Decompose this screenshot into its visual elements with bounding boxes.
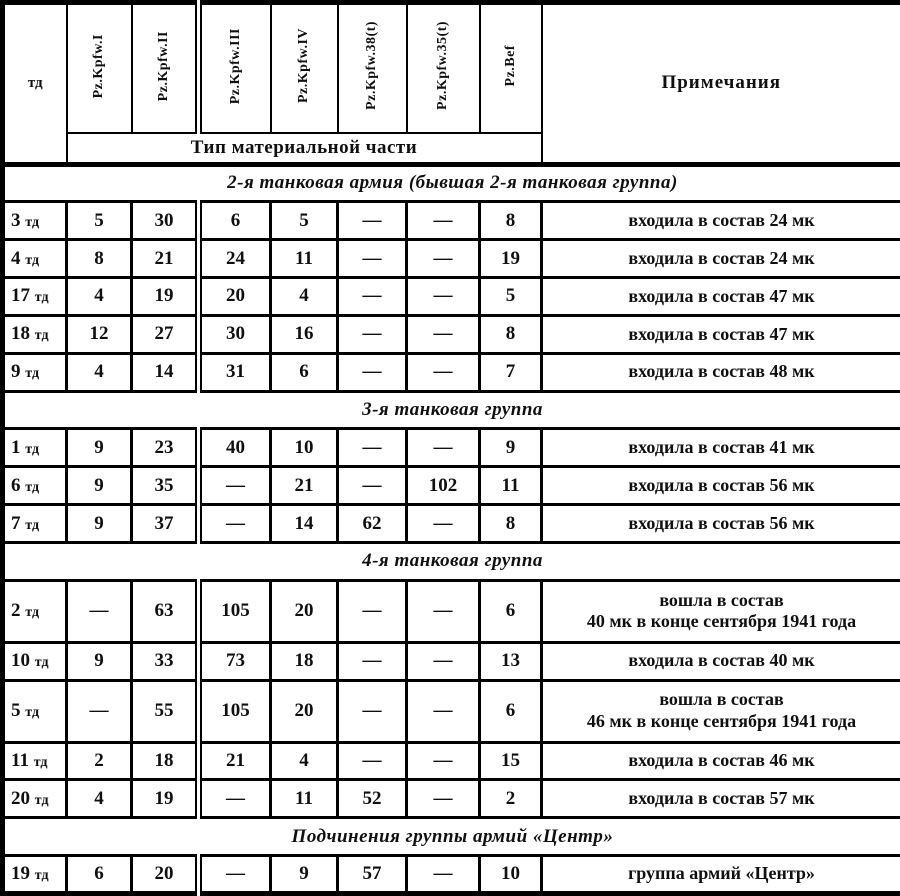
note-cell: вошла в состав 40 мк в конце сентября 1941 года: [542, 580, 900, 642]
value-cell: 52: [338, 780, 407, 818]
value-cell: 18: [132, 742, 199, 780]
value-cell: —: [338, 315, 407, 353]
value-cell: 19: [132, 278, 199, 316]
section-band-row: [3, 391, 900, 429]
column-header-pz-kpfw-35t-label: Pz.Kpfw.35(t): [435, 21, 450, 111]
value-cell: 11: [271, 780, 338, 818]
section-title: 2-я танковая армия (бывшая 2-я танковая группа): [3, 164, 900, 202]
note-cell: входила в состав 41 мк: [542, 429, 900, 467]
value-cell: 19: [132, 780, 199, 818]
value-cell: —: [199, 780, 271, 818]
value-cell: 8: [480, 202, 542, 240]
table-row: [3, 240, 900, 278]
value-cell: 23: [132, 429, 199, 467]
column-header-pz-kpfw-i: [67, 3, 132, 133]
value-cell: 73: [199, 642, 271, 680]
division-label: 19 тд: [3, 856, 67, 894]
value-cell: 9: [67, 467, 132, 505]
note-cell: входила в состав 57 мк: [542, 780, 900, 818]
division-label: 9 тд: [3, 353, 67, 391]
value-cell: 20: [199, 278, 271, 316]
value-cell: 6: [480, 680, 542, 742]
value-cell: 31: [199, 353, 271, 391]
value-cell: 10: [480, 856, 542, 894]
value-cell: —: [338, 202, 407, 240]
column-header-pz-kpfw-iv: [271, 3, 338, 133]
value-cell: —: [407, 240, 480, 278]
value-cell: 21: [199, 742, 271, 780]
division-unit-label: тд: [34, 868, 49, 884]
value-cell: —: [199, 505, 271, 543]
value-cell: —: [338, 642, 407, 680]
header-row: [3, 3, 900, 133]
value-cell: 21: [271, 467, 338, 505]
value-cell: 33: [132, 642, 199, 680]
value-cell: 9: [480, 429, 542, 467]
column-header-pz-kpfw-iii-label: Pz.Kpfw.III: [227, 27, 243, 104]
value-cell: 13: [480, 642, 542, 680]
value-cell: —: [67, 580, 132, 642]
table-row: [3, 780, 900, 818]
column-header-pz-kpfw-38t: [338, 3, 407, 133]
table-row: [3, 680, 900, 742]
value-cell: —: [338, 240, 407, 278]
value-cell: 5: [271, 202, 338, 240]
note-cell: входила в состав 47 мк: [542, 315, 900, 353]
value-cell: —: [407, 642, 480, 680]
value-cell: 18: [271, 642, 338, 680]
value-cell: 4: [271, 278, 338, 316]
table-row: [3, 278, 900, 316]
value-cell: 35: [132, 467, 199, 505]
value-cell: 4: [67, 353, 132, 391]
value-cell: 9: [67, 642, 132, 680]
value-cell: 102: [407, 467, 480, 505]
value-cell: —: [338, 742, 407, 780]
section-band-row: [3, 542, 900, 580]
value-cell: —: [407, 505, 480, 543]
section-title: Подчинения группы армий «Центр»: [3, 818, 900, 856]
value-cell: 10: [271, 429, 338, 467]
table-row: [3, 580, 900, 642]
table-row: [3, 315, 900, 353]
table-body: [3, 164, 900, 894]
value-cell: 27: [132, 315, 199, 353]
column-header-pz-kpfw-ii: [132, 3, 199, 133]
column-header-pz-kpfw-ii-label: Pz.Kpfw.II: [155, 30, 171, 101]
note-cell: вошла в состав 46 мк в конце сентября 1941 года: [542, 680, 900, 742]
column-header-pz-kpfw-38t-label: Pz.Kpfw.38(t): [364, 21, 379, 111]
value-cell: 55: [132, 680, 199, 742]
value-cell: 40: [199, 429, 271, 467]
column-header-pz-kpfw-iii: [199, 3, 271, 133]
value-cell: 6: [67, 856, 132, 894]
division-unit-label: тд: [25, 479, 40, 495]
value-cell: —: [338, 467, 407, 505]
division-label: 5 тд: [3, 680, 67, 742]
value-cell: —: [407, 780, 480, 818]
note-cell: входила в состав 56 мк: [542, 505, 900, 543]
value-cell: 20: [132, 856, 199, 894]
value-cell: 30: [132, 202, 199, 240]
value-cell: 24: [199, 240, 271, 278]
division-label: 18 тд: [3, 315, 67, 353]
value-cell: 9: [67, 429, 132, 467]
division-label: 3 тд: [3, 202, 67, 240]
value-cell: 2: [67, 742, 132, 780]
section-band-row: [3, 818, 900, 856]
division-unit-label: тд: [25, 441, 40, 457]
table-row: [3, 353, 900, 391]
value-cell: 15: [480, 742, 542, 780]
value-cell: 30: [199, 315, 271, 353]
value-cell: —: [338, 580, 407, 642]
note-cell: группа армий «Центр»: [542, 856, 900, 894]
note-cell: входила в состав 56 мк: [542, 467, 900, 505]
division-label: 7 тд: [3, 505, 67, 543]
value-cell: —: [199, 467, 271, 505]
section-band-row: [3, 164, 900, 202]
value-cell: 57: [338, 856, 407, 894]
value-cell: 11: [271, 240, 338, 278]
division-unit-label: тд: [25, 705, 40, 721]
division-unit-label: тд: [34, 792, 49, 808]
division-unit-label: тд: [25, 214, 40, 230]
note-cell: входила в состав 40 мк: [542, 642, 900, 680]
value-cell: —: [338, 429, 407, 467]
note-cell: входила в состав 47 мк: [542, 278, 900, 316]
table-row: [3, 202, 900, 240]
value-cell: 6: [271, 353, 338, 391]
division-unit-label: тд: [34, 290, 49, 306]
division-label: 20 тд: [3, 780, 67, 818]
value-cell: 62: [338, 505, 407, 543]
division-unit-label: тд: [25, 252, 40, 268]
value-cell: 20: [271, 680, 338, 742]
table-row: [3, 742, 900, 780]
division-unit-label: тд: [34, 655, 49, 671]
note-cell: входила в состав 24 мк: [542, 240, 900, 278]
section-title: 3-я танковая группа: [3, 391, 900, 429]
value-cell: —: [407, 580, 480, 642]
division-label: 11 тд: [3, 742, 67, 780]
value-cell: 14: [132, 353, 199, 391]
value-cell: —: [407, 202, 480, 240]
division-label: 17 тд: [3, 278, 67, 316]
value-cell: 19: [480, 240, 542, 278]
value-cell: 4: [67, 780, 132, 818]
value-cell: —: [407, 353, 480, 391]
table-row: [3, 642, 900, 680]
value-cell: 8: [67, 240, 132, 278]
value-cell: 8: [480, 505, 542, 543]
value-cell: 105: [199, 680, 271, 742]
column-header-pz-bef: [480, 3, 542, 133]
division-unit-label: тд: [33, 754, 48, 770]
value-cell: —: [407, 856, 480, 894]
value-cell: 20: [271, 580, 338, 642]
value-cell: 12: [67, 315, 132, 353]
note-cell: входила в состав 46 мк: [542, 742, 900, 780]
value-cell: 6: [480, 580, 542, 642]
division-label: 4 тд: [3, 240, 67, 278]
notes-column-header: Примечания: [542, 3, 900, 165]
value-cell: —: [67, 680, 132, 742]
table-row: [3, 429, 900, 467]
value-cell: 5: [480, 278, 542, 316]
division-label: 6 тд: [3, 467, 67, 505]
value-cell: 2: [480, 780, 542, 818]
column-header-pz-kpfw-35t: [407, 3, 480, 133]
table-row: [3, 467, 900, 505]
value-cell: 9: [67, 505, 132, 543]
value-cell: —: [407, 429, 480, 467]
value-cell: —: [407, 278, 480, 316]
value-cell: —: [338, 278, 407, 316]
division-unit-label: тд: [25, 605, 40, 621]
column-header-pz-bef-label: Pz.Bef: [502, 45, 518, 87]
value-cell: 6: [199, 202, 271, 240]
division-label: 1 тд: [3, 429, 67, 467]
table-row: [3, 856, 900, 894]
division-label: 2 тд: [3, 580, 67, 642]
value-cell: 63: [132, 580, 199, 642]
value-cell: 37: [132, 505, 199, 543]
note-cell: входила в состав 24 мк: [542, 202, 900, 240]
value-cell: 4: [67, 278, 132, 316]
table-row: [3, 505, 900, 543]
value-cell: —: [407, 680, 480, 742]
value-cell: —: [338, 353, 407, 391]
value-cell: 5: [67, 202, 132, 240]
value-cell: 11: [480, 467, 542, 505]
tank-type-group-header: Тип материальной части: [67, 133, 542, 165]
value-cell: 7: [480, 353, 542, 391]
note-cell: входила в состав 48 мк: [542, 353, 900, 391]
value-cell: —: [407, 742, 480, 780]
value-cell: —: [199, 856, 271, 894]
value-cell: 9: [271, 856, 338, 894]
value-cell: —: [407, 315, 480, 353]
value-cell: 105: [199, 580, 271, 642]
value-cell: 21: [132, 240, 199, 278]
section-title: 4-я танковая группа: [3, 542, 900, 580]
division-unit-label: тд: [34, 328, 49, 344]
division-column-header: тд: [3, 3, 67, 165]
division-unit-label: тд: [25, 517, 40, 533]
division-unit-label: тд: [25, 366, 40, 382]
value-cell: 4: [271, 742, 338, 780]
division-label: 10 тд: [3, 642, 67, 680]
value-cell: 14: [271, 505, 338, 543]
column-header-pz-kpfw-iv-label: Pz.Kpfw.IV: [296, 28, 311, 104]
value-cell: —: [338, 680, 407, 742]
value-cell: 8: [480, 315, 542, 353]
column-header-pz-kpfw-i-label: Pz.Kpfw.I: [91, 33, 106, 98]
value-cell: 16: [271, 315, 338, 353]
